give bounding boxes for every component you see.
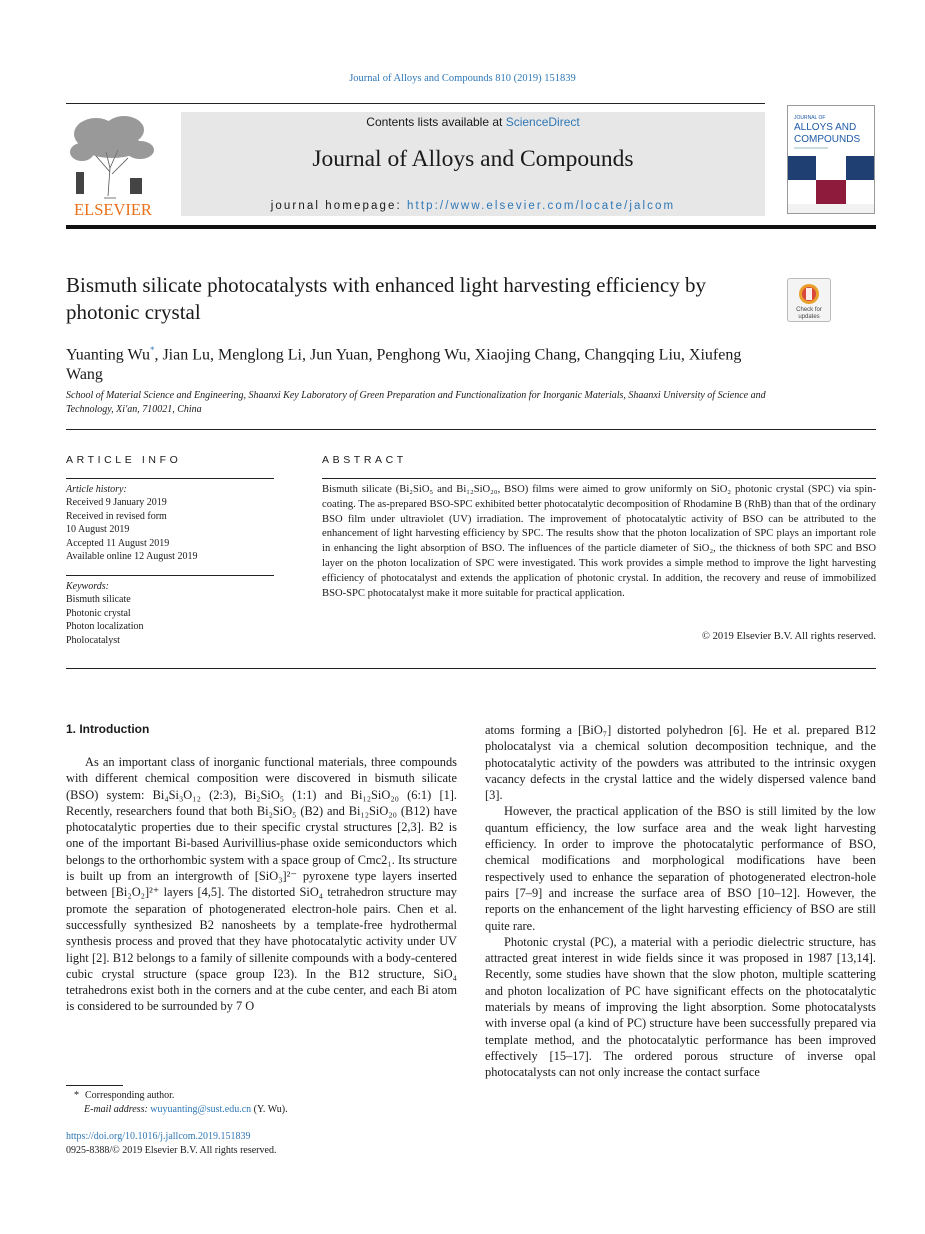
abstract-copyright: © 2019 Elsevier B.V. All rights reserved. xyxy=(701,631,876,642)
divider xyxy=(66,668,876,669)
body-paragraph: atoms forming a [BiO₇] distorted polyhedron [6]. He et al. prepared B12 pholocatalyst via a chemical solution decomposition technique, and the photocatalytic activity of the powders was attributed to the intrinsic oxygen vacancy defects in the crystal lattice and the widely dispersed valence band [3]. xyxy=(485,723,876,803)
history-label: Article history: xyxy=(66,484,127,495)
body-paragraph: However, the practical application of the BSO is still limited by the low quantum efficiency, the low surface area and the weak light harvesting efficiency. In order to improve the photocatalytic performance of BSO, chemical modifications and morphological modifications have been respectively used to enhance the separation of photogenerated electron-hole pairs [7–9] and increase the surface area of BSO [10–12]. However, the reports on the enhancement of the light harvesting efficiency of BSO are still quite rare. xyxy=(485,804,876,933)
affiliation: School of Material Science and Engineering, Shaanxi Key Laboratory of Green Preparation and Functionalization for Inorganic Materials, Shaanxi University of Science and Technology, Xi'an, 710021, China xyxy=(66,390,766,415)
issn-copyright: 0925-8388/© 2019 Elsevier B.V. All rights reserved. xyxy=(66,1145,277,1156)
svg-text:ALLOYS AND: ALLOYS AND xyxy=(794,122,857,133)
svg-text:JOURNAL OF: JOURNAL OF xyxy=(794,115,826,121)
sciencedirect-link[interactable]: ScienceDirect xyxy=(505,115,580,129)
journal-cover[interactable] xyxy=(787,105,875,214)
cover-image xyxy=(788,106,874,213)
journal-reference[interactable]: Journal of Alloys and Compounds 810 (2019) 151839 xyxy=(349,73,576,84)
history-item: 10 August 2019 xyxy=(66,524,130,536)
tree-icon xyxy=(66,112,160,218)
body-paragraph: Photonic crystal (PC), a material with a periodic dielectric structure, has attracted great interest in wide fields since it was proposed in 1987 [13,14]. Recently, some studies have shown that the slow photon, multiple scattering and photon localization of PC have significant effects on the photocatalytic materials by means of improving the light absorption. Some photocatalysts with inverse opal (a kind of PC) structure have been successfully prepared via template method, and the photocatalytic performance has been improved effectively [15–17]. The ordered porous structure of inverse opal photocatalysts can not only increase the contact surface xyxy=(485,934,876,1080)
author-link[interactable]: Yuanting Wu xyxy=(66,346,150,364)
footnote-rule xyxy=(66,1085,123,1086)
email-link[interactable]: wuyuanting@sust.edu.cn xyxy=(150,1103,252,1115)
history-item: Available online 12 August 2019 xyxy=(66,551,198,563)
contents-line: Contents lists available at ScienceDirect xyxy=(366,115,580,129)
keyword: Bismuth silicate xyxy=(66,594,131,606)
header-rule xyxy=(66,225,876,229)
keyword: Pholocatalyst xyxy=(66,634,120,646)
article-title: Bismuth silicate photocatalysts with enhanced light harvesting efficiency by photonic crystal xyxy=(66,273,706,324)
divider xyxy=(66,429,876,430)
crossmark-icon xyxy=(788,279,830,321)
homepage-link[interactable]: http://www.elsevier.com/locate/jalcom xyxy=(407,200,676,212)
divider xyxy=(66,478,274,479)
corresponding-author-note: * Corresponding author. xyxy=(74,1090,175,1101)
keywords xyxy=(66,580,274,647)
doi-link[interactable]: https://doi.org/10.1016/j.jallcom.2019.151839 xyxy=(66,1131,251,1142)
divider xyxy=(322,478,876,479)
history-item: Received 9 January 2019 xyxy=(66,497,167,509)
keyword: Photon localization xyxy=(66,621,144,633)
check-for-updates-badge[interactable] xyxy=(787,278,831,322)
journal-homepage: journal homepage: http://www.elsevier.com/locate/jalcom xyxy=(270,200,676,212)
article-info-heading: ARTICLE INFO xyxy=(66,454,182,466)
elsevier-logo[interactable] xyxy=(66,112,160,218)
corresponding-marker[interactable]: * xyxy=(149,345,155,355)
body-column-left xyxy=(66,754,457,1015)
footnote xyxy=(66,1089,457,1116)
elsevier-wordmark: ELSEVIER xyxy=(74,200,152,218)
keyword: Photonic crystal xyxy=(66,607,131,619)
section-heading: 1. Introduction xyxy=(66,722,150,736)
article-history xyxy=(66,483,274,563)
history-item: Received in revised form xyxy=(66,510,167,522)
svg-text:updates: updates xyxy=(798,314,820,320)
svg-text:Check for: Check for xyxy=(796,307,822,313)
author-list: Yuanting Wu*, Jian Lu, Menglong Li, Jun Yuan, Penghong Wu, Xiaojing Chang, Changqing Liu, Xiufeng Wang xyxy=(66,345,742,384)
body-paragraph: As an important class of inorganic functional materials, three compounds with different chemical composition were discovered in bismuth silicate (BSO) system: Bi₄Si₃O₁₂ (2:3), Bi₂SiO₅ (1:1) and Bi₁₂SiO₂₀ (6:1) [1]. Recently, researchers found that both Bi₂SiO₅ (B2) and Bi₁₂SiO₂₀ (B12) have photocatalytic properties due to their specific crystal structures [2,3]. B2 is one of the important Bi-based Aurivillius-phase oxide semiconductors which belongs to the orthorhombic system with a space group of Cmc2₁. Its structure is built up from an intergrowth of [SiO₃]²⁻ pyroxene type layers inserted between [Bi₂O₂]²⁺ layers [4,5]. The distorted SiO₄ tetrahedron structure may promote the separation of photogenerated electron-hole pairs. Chen et al. successfully synthesized B2 nanosheets by a template-free hydrothermal synthesis process and proved that they have photocatalytic activity under UV light [2]. B12 belongs to a family of sillenite compounds with a body-centered cubic crystal structure (space group I23). In the B12 structure, SiO₄ tetrahedrons exist both in the corners and at the cube center, and each Bi atom is considered to be surrounded by 7 O xyxy=(66,755,457,1014)
body-column-right xyxy=(485,722,876,1081)
abstract-text: Bismuth silicate (Bi₂SiO₅ and Bi₁₂SiO₂₀, BSO) films were aimed to grow uniformly on SiO₂ photonic crystal (SPC) via spin-coating. The as-prepared BSO-SPC exhibited better photocatalytic decomposition of Rhodamine B (RhB) than that of the ordinary BSO film under ultraviolet (UV) irradiation. The improvement of photocatalytic activity of BSO can be attributed to the enhancement of light harvesting efficiency by SPC. The results show that the photon localization of SPC plays an important role in enhancing the light absorption of BSO. The influences of the particle diameter of SiO₂, the thickness of both SPC and BSO layer on the photon localization of SPC were investigated. This work provides a simple method to improve the light harvesting efficiency of photocatalyst and extends the application of photonic crystal. In addition, the recovery and reuse of immobilized BSO-SPC photocatalyst make it more suitable for practical application. xyxy=(322,484,876,599)
journal-banner xyxy=(181,112,765,216)
history-item: Accepted 11 August 2019 xyxy=(66,537,170,549)
keywords-label: Keywords: xyxy=(66,581,109,592)
abstract-heading: ABSTRACT xyxy=(322,454,407,466)
divider xyxy=(66,575,274,576)
svg-text:COMPOUNDS: COMPOUNDS xyxy=(794,134,861,145)
top-rule xyxy=(66,103,765,104)
journal-title: Journal of Alloys and Compounds xyxy=(312,146,634,172)
email-line: E-mail address: wuyuanting@sust.edu.cn (Y. Wu). xyxy=(84,1103,288,1115)
